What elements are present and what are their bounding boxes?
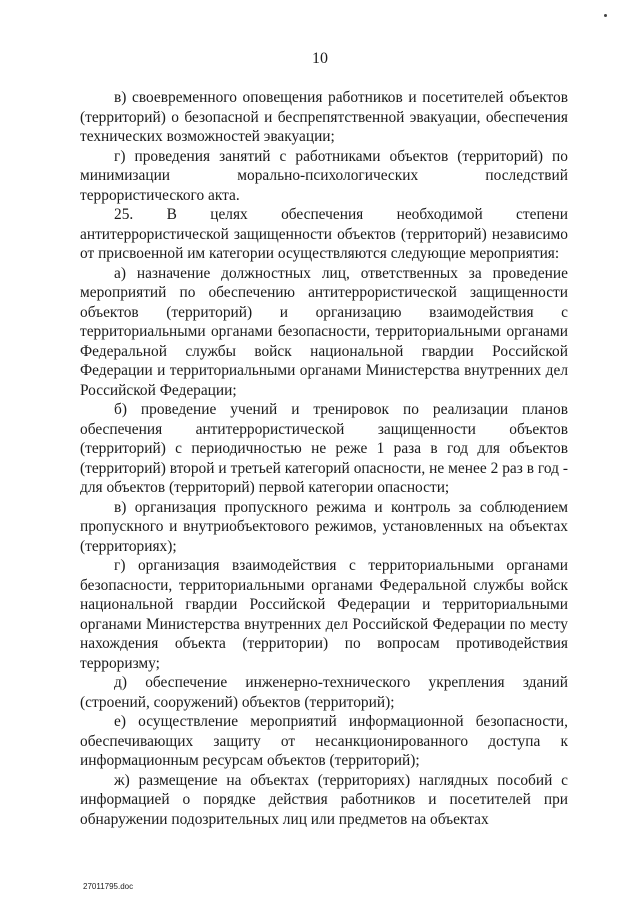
paragraph-g-training: г) проведения занятий с работниками объектов (территорий) по минимизации морально-психологических последствий террористического акта.: [80, 147, 568, 204]
page-number: 10: [312, 50, 328, 67]
paragraph-d-engineering: д) обеспечение инженерно-технического укрепления зданий (строений, сооружений) объектов (территорий);: [80, 674, 568, 711]
document-body: [80, 88, 568, 829]
scan-speck: [604, 14, 607, 17]
paragraph-g-interaction: г) организация взаимодействия с территориальными органами безопасности, территориальными органами Федеральной службы войск национальной гвардии Российской Федерации и территориальными органами Министерства внутренних дел Российской Федерации по месту нахождения объекта (территории) по вопросам противодействия терроризму;: [80, 557, 568, 672]
paragraph-v-notification: в) своевременного оповещения работников и посетителей объектов (территорий) о безопасной и беспрепятственной эвакуации, обеспечения технических возможностей эвакуации;: [80, 89, 568, 145]
paragraph-25-measures: 25. В целях обеспечения необходимой степени антитеррористической защищенности объектов (территорий) независимо от присвоенной им категории осуществляются следующие мероприятия:: [80, 206, 568, 262]
paragraph-zh-visual-aids: ж) размещение на объектах (территориях) наглядных пособий с информацией о порядке действия работников и посетителей при обнаружении подозрительных лиц или предметов на объектах: [80, 771, 568, 828]
paragraph-a-officials: а) назначение должностных лиц, ответственных за проведение мероприятий по обеспечению антитеррористической защищенности объектов (территорий) и организацию взаимодействия с территориальными органами безопасности, территориальными органами Федеральной службы войск национальной гвардии Российской Федерации и территориальными органами Министерства внутренних дел Российской Федерации;: [80, 264, 568, 399]
paragraph-v-access-control: в) организация пропускного режима и контроль за соблюдением пропускного и внутриобъектового режимов, установленных на объектах (территориях);: [80, 498, 568, 555]
file-name-footer: 27011795.doc: [83, 882, 134, 891]
paragraph-e-infosec: е) осуществление мероприятий информационной безопасности, обеспечивающих защиту от несанкционированного доступа к информационным ресурсам объектов (территорий);: [80, 713, 568, 769]
paragraph-b-exercises: б) проведение учений и тренировок по реализации планов обеспечения антитеррористической защищенности объектов (территорий) с периодичностью не реже 1 раза в год для объектов (территорий) второй и третьей категорий опасности, не менее 2 раз в год - для объектов (территорий) первой категории опасности;: [80, 401, 568, 496]
